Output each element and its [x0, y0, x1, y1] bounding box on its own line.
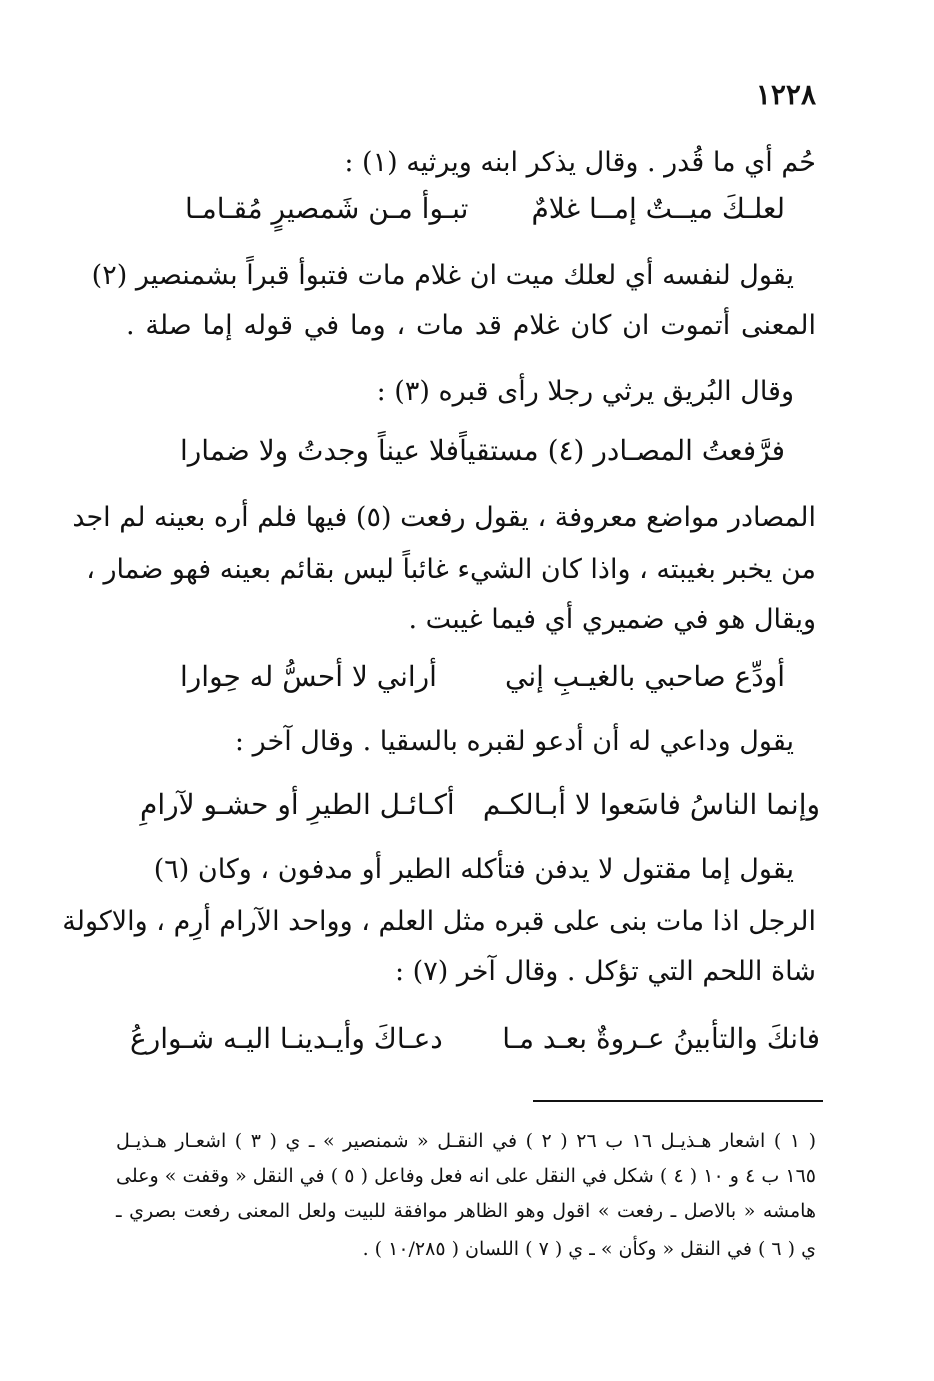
- verse-hemistich-second: تبـوأ مـن شَمصيرٍ مُقـامـا: [185, 192, 469, 225]
- footnote-line: ١٦٥ ب ٤ و ١٠ ( ٤ ) شكل في النقل على انه فعل وفاعل ( ٥ ) في النقل « وقفت » وعلى: [116, 1165, 817, 1187]
- text-line: شاة اللحم التي تؤكل . وقال آخر (٧) :: [394, 956, 816, 987]
- verse-line: [185, 188, 785, 230]
- verse-hemistich-second: أراني لا أحسُّ له حِوارا: [180, 660, 437, 693]
- verse-hemistich-second: فلا عيناً وجدتُ ولا ضمارا: [180, 434, 460, 467]
- verse-hemistich-first: وإنما الناسُ فاسَعوا لا أبـالكـم: [482, 788, 820, 821]
- text-line: من يخبر بغيبته ، واذا كان الشيء غائباً ليس بقائم بعينه فهو ضمار ،: [86, 554, 816, 585]
- footnote-line: هامشه « بالاصل ـ رفعت » اقول وهو الظاهر موافقة للبيت ولعل المعنى رفعت بصري ـ: [116, 1200, 816, 1222]
- text-line: يقول إما مقتول لا يدفن فتأكله الطير أو مدفون ، وكان (٦): [153, 854, 794, 885]
- text-line: المعنى أتموت ان كان غلام قد مات ، وما في قوله إما صلة .: [126, 310, 816, 341]
- verse-line: [180, 430, 785, 472]
- footnote-line: ( ١ ) اشعار هـذيـل ١٦ ب ٢٦ ( ٢ ) في النقـل « شمنصير » ـ ي ( ٣ ) اشعـار هـذيـل: [116, 1130, 817, 1152]
- verse-hemistich-first: أودِّع صاحبي بالغيـبِ إني: [505, 660, 785, 693]
- text-line: يقول وداعي له أن أدعو لقبره بالسقيا . وقال آخر :: [234, 726, 794, 757]
- text-line: يقول لنفسه أي لعلك ميت ان غلام مات فتبوأ قبراً بشمنصير (٢): [91, 260, 794, 291]
- footnote-line: ي ( ٦ ) في النقل « وكأن » ـ ي ( ٧ ) اللسان ( ١٠/٢٨٥ ) .: [362, 1238, 816, 1260]
- verse-hemistich-second: دعـاكَ وأيـدينـا اليـه شـوارعُ: [130, 1022, 443, 1055]
- verse-line: [180, 656, 785, 698]
- verse-hemistich-first: لعلـكَ ميــتٌ إمــا غلامٌ: [531, 192, 785, 225]
- verse-hemistich-first: فانكَ والتأبينُ عـروةٌ بعـد مـا: [502, 1022, 820, 1055]
- verse-hemistich-second: أكـائـل الطيرِ أو حشـو لآرامِ: [140, 788, 455, 821]
- text-line: ويقال هو في ضميري أي فيما غيبت .: [408, 604, 816, 635]
- text-line: المصادر مواضع معروفة ، يقول رفعت (٥) فيها فلم أره بعينه لم اجد: [72, 502, 816, 533]
- text-line: حُم أي ما قُدر . وقال يذكر ابنه ويرثيه (١) :: [344, 147, 816, 178]
- page-number: ١٢٢٨: [755, 78, 816, 111]
- verse-line: [130, 1018, 820, 1060]
- verse-hemistich-first: فرَّفعتُ المصـادر (٤) مستقياً: [459, 434, 785, 467]
- text-line: وقال البُريق يرثي رجلا رأى قبره (٣) :: [376, 376, 794, 407]
- verse-line: [140, 784, 820, 826]
- text-line: الرجل اذا مات بنى على قبره مثل العلم ، وواحد الآرام أرِم ، والاكولة: [62, 906, 816, 937]
- footnote-separator: [533, 1100, 823, 1102]
